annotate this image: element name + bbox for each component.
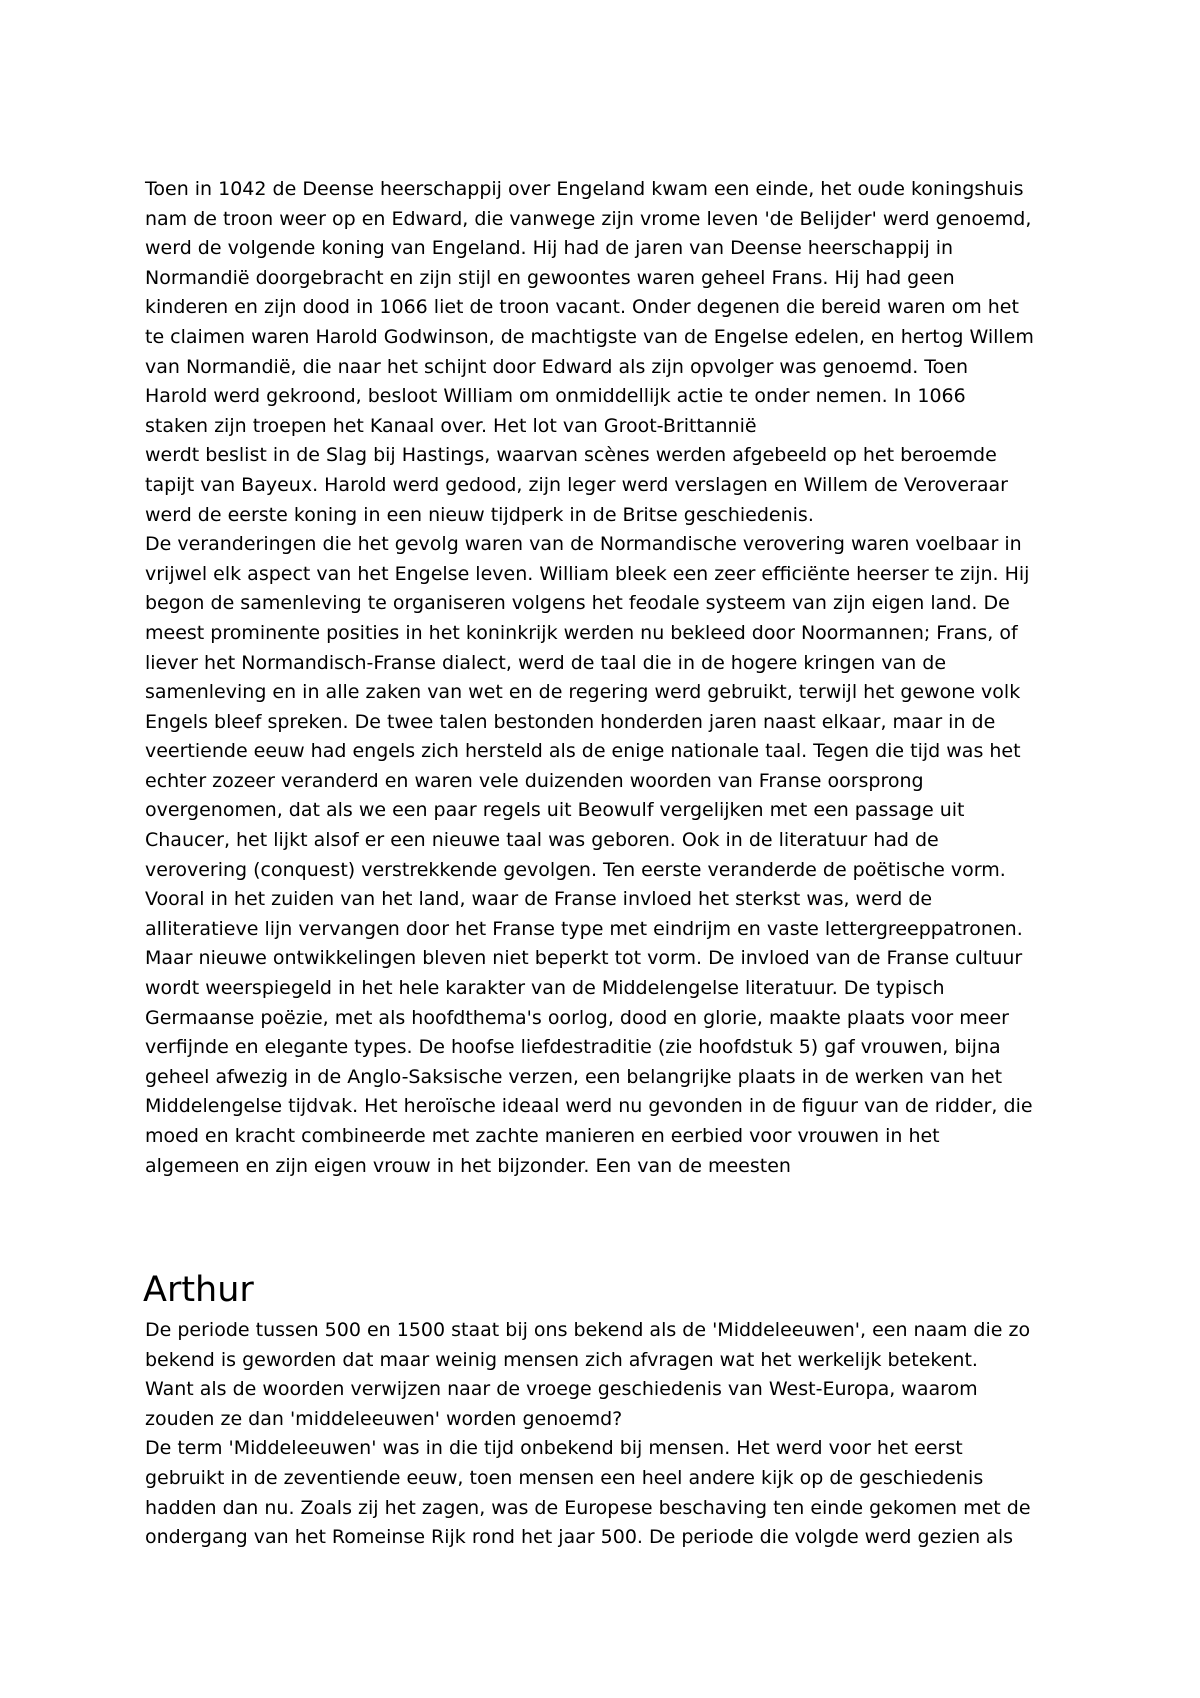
text-line: hadden dan nu. Zoals zij het zagen, was de Europese beschaving ten einde gekomen met de: [145, 1496, 1031, 1519]
text-line: meest prominente posities in het koninkrijk werden nu bekleed door Noormannen; Frans, of: [145, 621, 1018, 644]
text-line: veertiende eeuw had engels zich hersteld als de enige nationale taal. Tegen die tijd was het: [145, 740, 1021, 763]
text-line: algemeen en zijn eigen vrouw in het bijzonder. Een van de meesten: [145, 1154, 791, 1177]
text-line: De term 'Middeleeuwen' was in die tijd onbekend bij mensen. Het werd voor het eerst: [145, 1437, 963, 1460]
text-line: verfijnde en elegante types. De hoofse liefdestraditie (zie hoofdstuk 5) gaf vrouwen, bijna: [145, 1036, 1001, 1059]
text-line: Germaanse poëzie, met als hoofdthema's oorlog, dood en glorie, maakte plaats voor meer: [145, 1006, 1009, 1029]
section-heading: Arthur: [143, 1270, 254, 1310]
text-line: kinderen en zijn dood in 1066 liet de troon vacant. Onder degenen die bereid waren om het: [145, 296, 1019, 319]
text-line: verovering (conquest) verstrekkende gevolgen. Ten eerste veranderde de poëtische vorm.: [145, 858, 1006, 881]
text-line: ondergang van het Romeinse Rijk rond het jaar 500. De periode die volgde werd gezien als: [145, 1526, 1014, 1549]
text-line: Harold werd gekroond, besloot William om onmiddellijk actie te onder nemen. In 1066: [145, 385, 966, 408]
text-line: begon de samenleving te organiseren volgens het feodale systeem van zijn eigen land. De: [145, 592, 1010, 615]
text-line: echter zozeer veranderd en waren vele duizenden woorden van Franse oorsprong: [145, 769, 924, 792]
text-line: bekend is geworden dat maar weinig mensen zich afvragen wat het werkelijk betekent.: [145, 1348, 978, 1371]
text-line: moed en kracht combineerde met zachte manieren en eerbied voor vrouwen in het: [145, 1125, 940, 1147]
text-line: staken zijn troepen het Kanaal over. Het lot van Groot-Brittannië: [145, 414, 757, 437]
text-line: samenleving en in alle zaken van wet en de regering werd gebruikt, terwijl het gewone volk: [145, 681, 1021, 704]
text-line: nam de troon weer op en Edward, die vanwege zijn vrome leven 'de Belijder' werd genoemd,: [145, 207, 1032, 230]
text-line: van Normandië, die naar het schijnt door Edward als zijn opvolger was genoemd. Toen: [145, 355, 969, 378]
text-line: werd de eerste koning in een nieuw tijdperk in de Britse geschiedenis.: [145, 503, 814, 526]
text-line: te claimen waren Harold Godwinson, de machtigste van de Engelse edelen, en hertog Willem: [145, 325, 1034, 348]
text-line: Middelengelse tijdvak. Het heroïsche ideaal werd nu gevonden in de figuur van de ridder, die: [145, 1095, 1033, 1118]
text-line: Vooral in het zuiden van het land, waar de Franse invloed het sterkst was, werd de: [145, 888, 933, 911]
text-line: zouden ze dan 'middeleeuwen' worden genoemd?: [145, 1407, 623, 1430]
section-text: [145, 1316, 1090, 1553]
text-line: Maar nieuwe ontwikkelingen bleven niet beperkt tot vorm. De invloed van de Franse cultuur: [145, 947, 1023, 970]
text-line: De periode tussen 500 en 1500 staat bij ons bekend als de 'Middeleeuwen', een naam die zo: [145, 1319, 1031, 1341]
text-line: liever het Normandisch-Franse dialect, werd de taal die in de hogere kringen van de: [145, 651, 947, 674]
text-line: De veranderingen die het gevolg waren van de Normandische verovering waren voelbaar in: [145, 533, 1022, 556]
text-line: Chaucer, het lijkt alsof er een nieuwe taal was geboren. Ook in de literatuur had de: [145, 829, 939, 852]
text-line: alliteratieve lijn vervangen door het Franse type met eindrijm en vaste lettergreeppatronen.: [145, 917, 1023, 940]
text-line: Want als de woorden verwijzen naar de vroege geschiedenis van West-Europa, waarom: [145, 1378, 978, 1401]
text-line: Toen in 1042 de Deense heerschappij over Engeland kwam een einde, het oude koningshuis: [145, 178, 1024, 200]
text-line: werdt beslist in de Slag bij Hastings, waarvan scènes werden afgebeeld op het beroemde: [145, 444, 997, 467]
text-line: tapijt van Bayeux. Harold werd gedood, zijn leger werd verslagen en Willem de Veroveraar: [145, 473, 1008, 496]
text-line: werd de volgende koning van Engeland. Hij had de jaren van Deense heerschappij in: [145, 237, 954, 260]
text-line: Engels bleef spreken. De twee talen bestonden honderden jaren naast elkaar, maar in de: [145, 710, 996, 733]
text-line: gebruikt in de zeventiende eeuw, toen mensen een heel andere kijk op de geschiedenis: [145, 1466, 984, 1489]
text-line: wordt weerspiegeld in het hele karakter van de Middelengelse literatuur. De typisch: [145, 977, 945, 1000]
text-line: Normandië doorgebracht en zijn stijl en gewoontes waren geheel Frans. Hij had geen: [145, 266, 955, 289]
body-text: [145, 175, 1090, 1181]
text-line: vrijwel elk aspect van het Engelse leven. William bleek een zeer efficiënte heerser te zijn. Hij: [145, 562, 1030, 585]
text-line: geheel afwezig in de Anglo-Saksische verzen, een belangrijke plaats in de werken van het: [145, 1065, 1003, 1088]
text-line: overgenomen, dat als we een paar regels uit Beowulf vergelijken met een passage uit: [145, 799, 965, 822]
